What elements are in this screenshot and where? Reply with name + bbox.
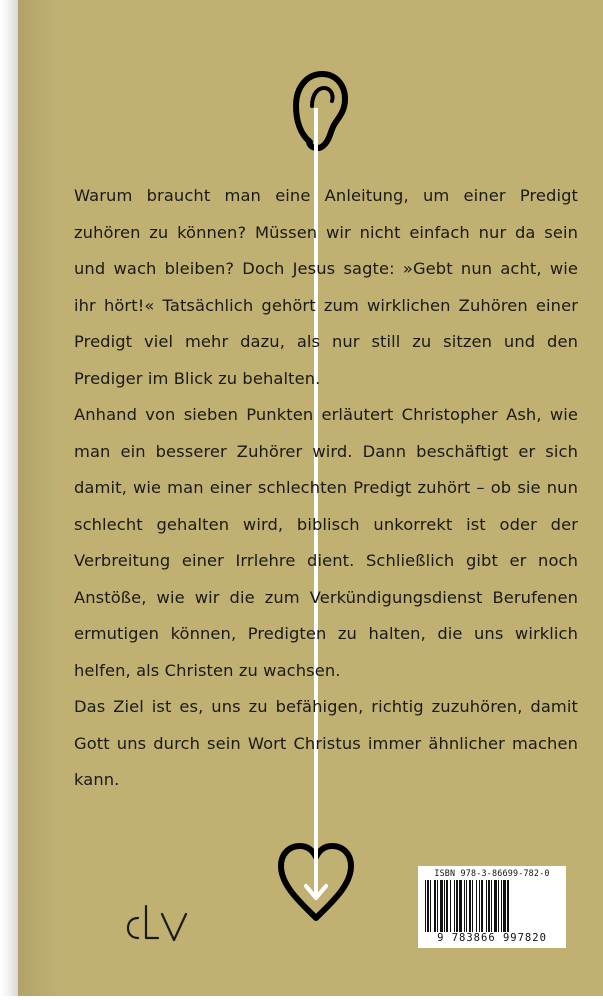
book-page-edge	[0, 0, 18, 996]
publisher-logo	[124, 900, 194, 946]
barcode	[418, 866, 566, 948]
barcode-bars	[425, 880, 559, 932]
back-cover	[18, 0, 603, 996]
blurb-paragraph-2: Anhand von sieben Punkten erläutert Christopher Ash, wie man ein besserer Zuhörer wird. Dann beschäftigt er sich damit, wie man einer schlechten Predigt zuhört – ob sie nun schlecht gehalten wird, biblisch unkorrekt ist oder der Verbreitung einer Irrlehre dient. Schließlich gibt er noch Anstöße, wie wir die zum Verkündigungsdienst Berufenen ermutigen können, Predigten zu halten, die uns wirklich helfen, als Christen zu wachsen.	[74, 405, 578, 680]
blurb-paragraph-1: Warum braucht man eine Anleitung, um einer Predigt zuhören zu können? Müssen wir nicht einfach nur da sein und wach bleiben? Doch Jesus sagte: »Gebt nun acht, wie ihr hört!« Tatsächlich gehört zum wirklichen Zuhören einer Predigt viel mehr dazu, als nur still zu sitzen und den Prediger im Blick zu behalten.	[74, 186, 578, 388]
blurb-paragraph-3: Das Ziel ist es, uns zu befähigen, richtig zuzuhören, damit Gott uns durch sein Wort Christus immer ähnlicher machen kann.	[74, 697, 578, 789]
blurb-text	[74, 178, 578, 799]
isbn-label: ISBN 978-3-86699-782-0	[434, 868, 550, 878]
ean-digits: 9 783866 997820	[437, 932, 547, 944]
